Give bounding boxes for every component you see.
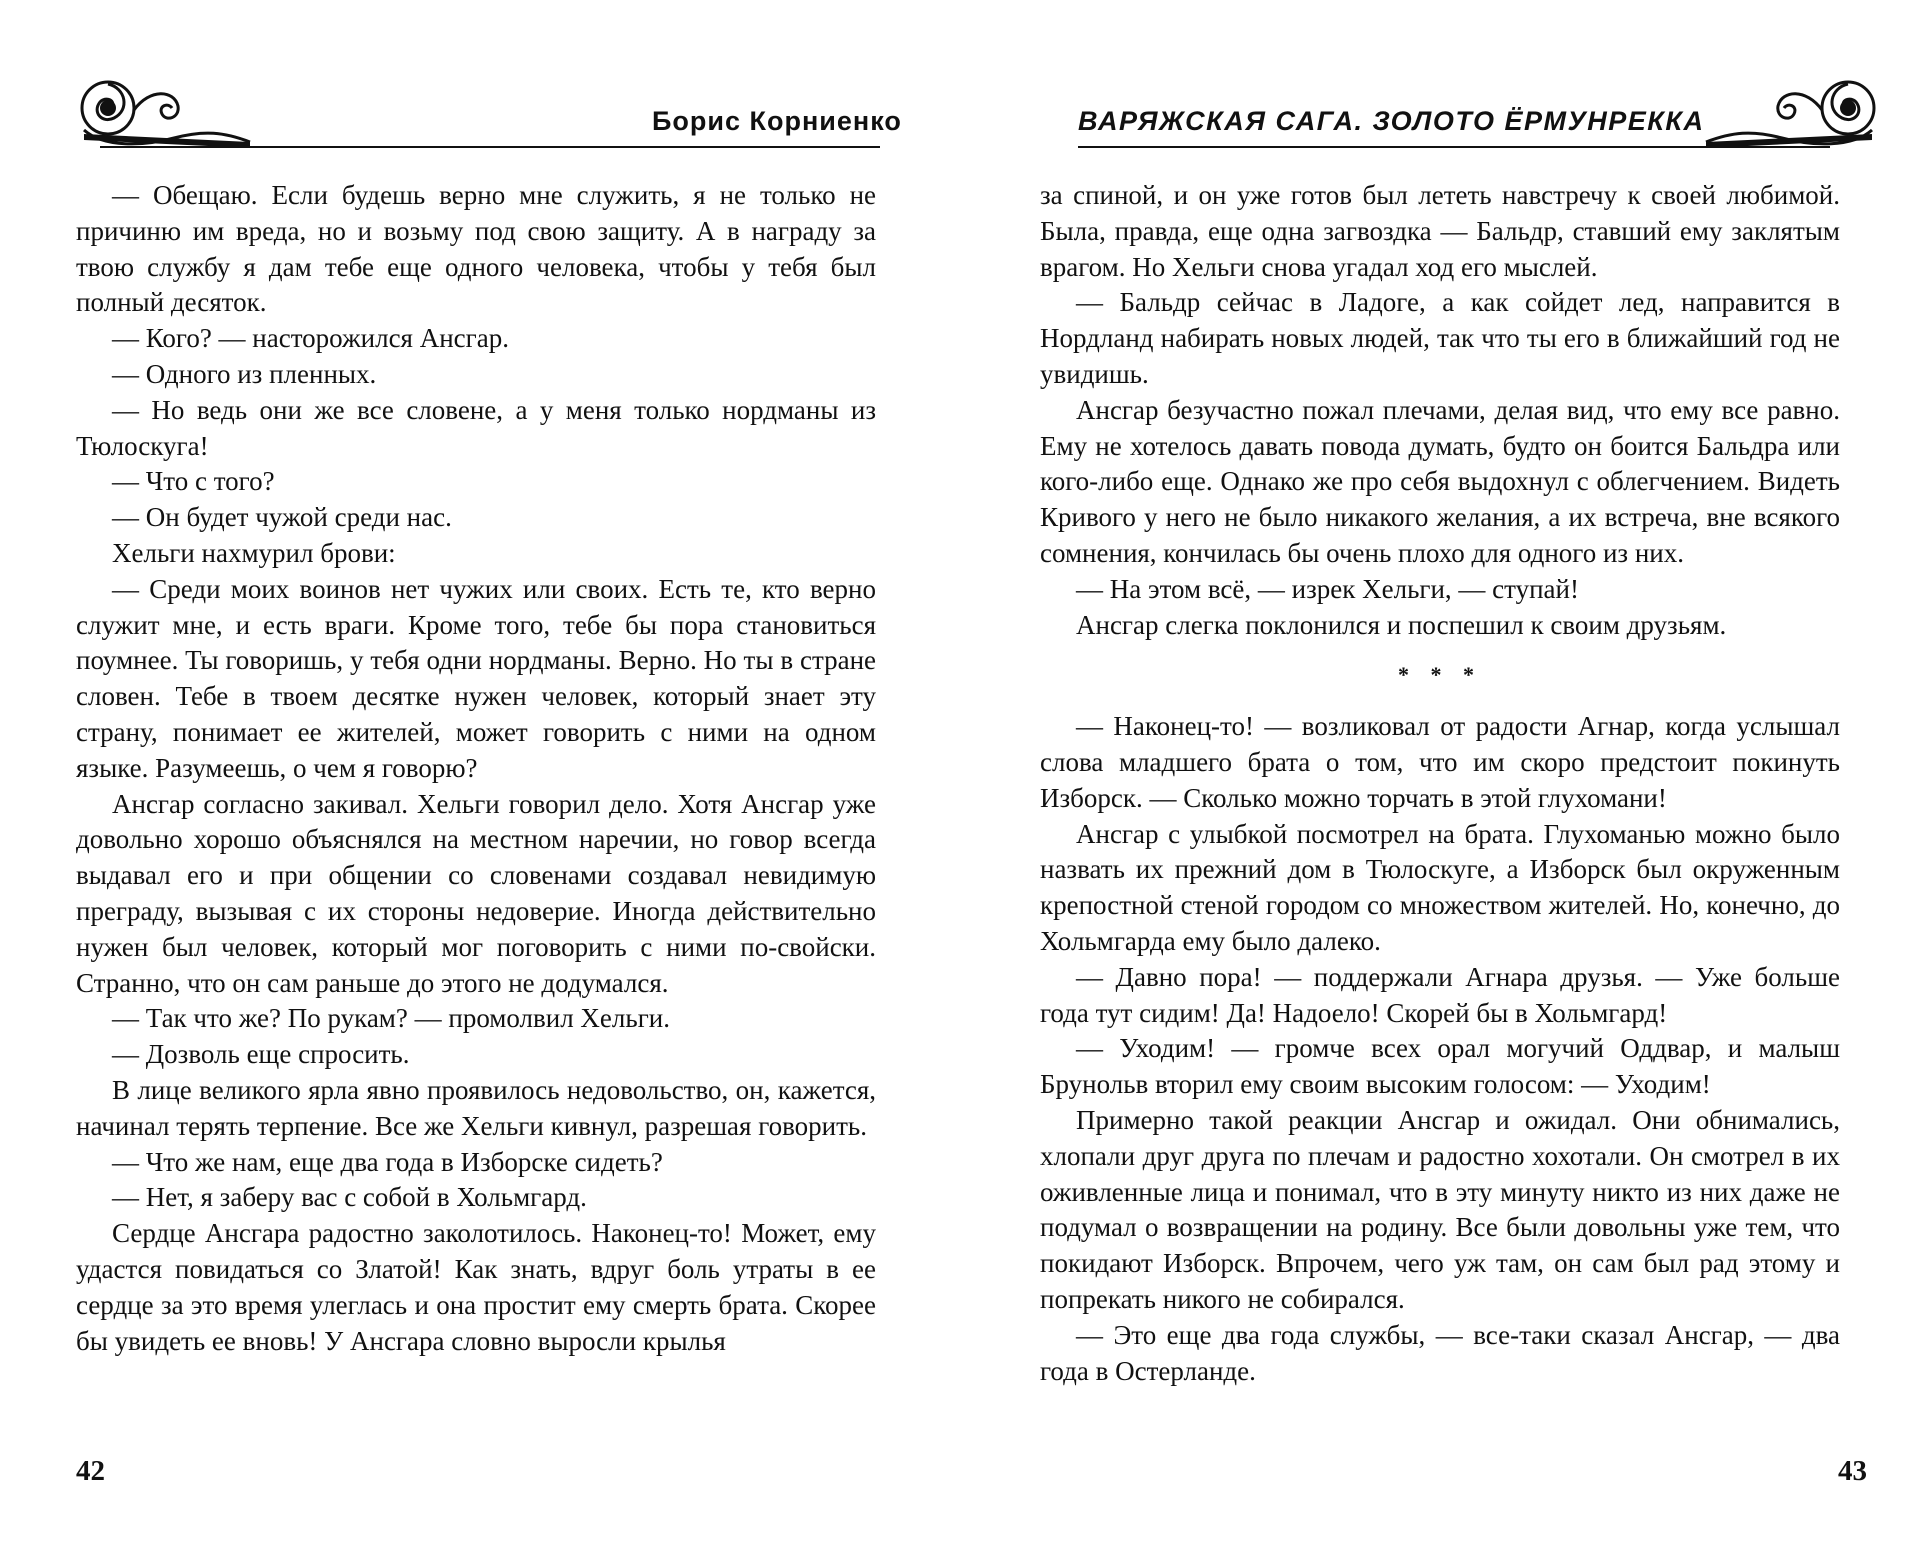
paragraph: — Кого? — насторожился Ансгар.	[112, 323, 509, 354]
paragraph: — Уходим! — громче всех орал могучий Оддвар, и малыш Брунольв вторил ему своим высоким голосом: — Уходим!	[1040, 1033, 1840, 1100]
paragraph: — Обещаю. Если будешь верно мне служить, я не только не причиню им вреда, но и возьму под свою защиту. А в награду за твою службу я дам тебе еще одного человека, чтобы у тебя был полный десяток.	[76, 180, 876, 318]
header-rule	[1078, 146, 1830, 148]
paragraph: — Наконец-то! — возликовал от радости Агнар, когда услышал слова младшего брата о том, что им скоро предстоит покинуть Изборск. — Сколько можно торчать в этой глухомани!	[1040, 711, 1840, 813]
right-page	[960, 0, 1923, 1568]
paragraph: В лице великого ярла явно проявилось недовольство, он, кажется, начинал терять терпение. Все же Хельги кивнул, разрешая говорить.	[76, 1074, 876, 1141]
paragraph: Ансгар согласно закивал. Хельги говорил дело. Хотя Ансгар уже довольно хорошо объяснялся на местном наречии, но говор всегда выдавал его и при общении со словенами создавал невидимую преграду, вызывая с их стороны недоверие. Иногда действительно нужен был человек, который мог поговорить с ними по-свойски. Странно, что он сам раньше до этого не додумался.	[76, 788, 876, 998]
page-number: 42	[76, 1455, 105, 1487]
left-page-text	[76, 178, 876, 1359]
paragraph: — Что с того?	[112, 466, 275, 497]
paragraph: Ансгар с улыбкой посмотрел на брата. Глухоманью можно было назвать их прежний дом в Тюлоскуге, а Изборск был окруженным крепостной стеной городом со множеством жителей. Но, конечно, до Хольмгарда ему было далеко.	[1040, 818, 1840, 956]
paragraph: — На этом всё, — изрек Хельги, — ступай!	[1076, 573, 1579, 604]
running-head-title: ВАРЯЖСКАЯ САГА. ЗОЛОТО ЁРМУНРЕККА	[1078, 106, 1705, 136]
right-page-text	[1040, 178, 1840, 1389]
paragraph: — Одного из пленных.	[112, 358, 377, 389]
paragraph: — Он будет чужой среди нас.	[112, 502, 452, 533]
paragraph: Примерно такой реакции Ансгар и ожидал. Они обнимались, хлопали друг друга по плечам и радостно хохотали. Он смотрел в их оживленные лица и понимал, что в эту минуту никто из них даже не подумал о возвращении на родину. Все были довольны уже тем, что покидают Изборск. Впрочем, чего уж там, он сам был рад этому и попрекать никого не собирался.	[1040, 1104, 1840, 1314]
header-ornament-icon	[1702, 70, 1882, 152]
paragraph: Сердце Ансгара радостно заколотилось. Наконец-то! Может, ему удастся повидаться со Златой! Как знать, вдруг боль утраты в ее сердце за это время улеглась и она простит ему смерть брата. Скорее бы увидеть ее вновь! У Ансгара словно выросли крылья	[76, 1218, 876, 1356]
paragraph: Ансгар слегка поклонился и поспешил к своим друзьям.	[1076, 609, 1727, 640]
header-ornament-icon	[74, 70, 254, 152]
running-head-author: Борис Корниенко	[652, 106, 902, 136]
paragraph: — Это еще два года службы, — все-таки сказал Ансгар, — два года в Остерланде.	[1040, 1319, 1840, 1386]
paragraph: — Дозволь еще спросить.	[112, 1039, 410, 1070]
header-rule	[100, 146, 880, 148]
paragraph: — Бальдр сейчас в Ладоге, а как сойдет лед, направится в Нордланд набирать новых людей, так что ты его в ближайший год не увидишь.	[1040, 287, 1840, 389]
paragraph: — Среди моих воинов нет чужих или своих. Есть те, кто верно служит мне, и есть враги. Кроме того, тебе бы пора становиться поумнее. Ты говоришь, у тебя одни нордманы. Верно. Но ты в стране словен. Тебе в твоем десятке нужен человек, который знает эту страну, понимает ее жителей, может говорить с ними на одном языке. Разумеешь, о чем я говорю?	[76, 573, 876, 783]
paragraph: — Так что же? По рукам? — промолвил Хельги.	[112, 1003, 670, 1034]
paragraph: — Нет, я заберу вас с собой в Хольмгард.	[112, 1182, 587, 1213]
paragraph: — Давно пора! — поддержали Агнара друзья. — Уже больше года тут сидим! Да! Надоело! Скорей бы в Хольмгард!	[1040, 961, 1840, 1028]
left-page	[0, 0, 960, 1568]
paragraph: за спиной, и он уже готов был лететь навстречу к своей любимой. Была, правда, еще одна загвоздка — Бальдр, ставший ему заклятым врагом. Но Хельги снова угадал ход его мыслей.	[1040, 180, 1840, 282]
paragraph: Хельги нахмурил брови:	[112, 537, 396, 568]
paragraph: — Что же нам, еще два года в Изборске сидеть?	[112, 1146, 663, 1177]
paragraph: Ансгар безучастно пожал плечами, делая вид, что ему все равно. Ему не хотелось давать повода думать, будто он боится Бальдра или кого-либо еще. Однако же про себя выдохнул с облегчением. Видеть Кривого у него не было никакого желания, а их встреча, вне всякого сомнения, кончилась бы очень плохо для одного из них.	[1040, 394, 1840, 568]
scene-break: * * *	[1398, 662, 1482, 688]
page-number: 43	[1838, 1455, 1867, 1487]
paragraph: — Но ведь они же все словене, а у меня только нордманы из Тюлоскуга!	[76, 394, 876, 461]
